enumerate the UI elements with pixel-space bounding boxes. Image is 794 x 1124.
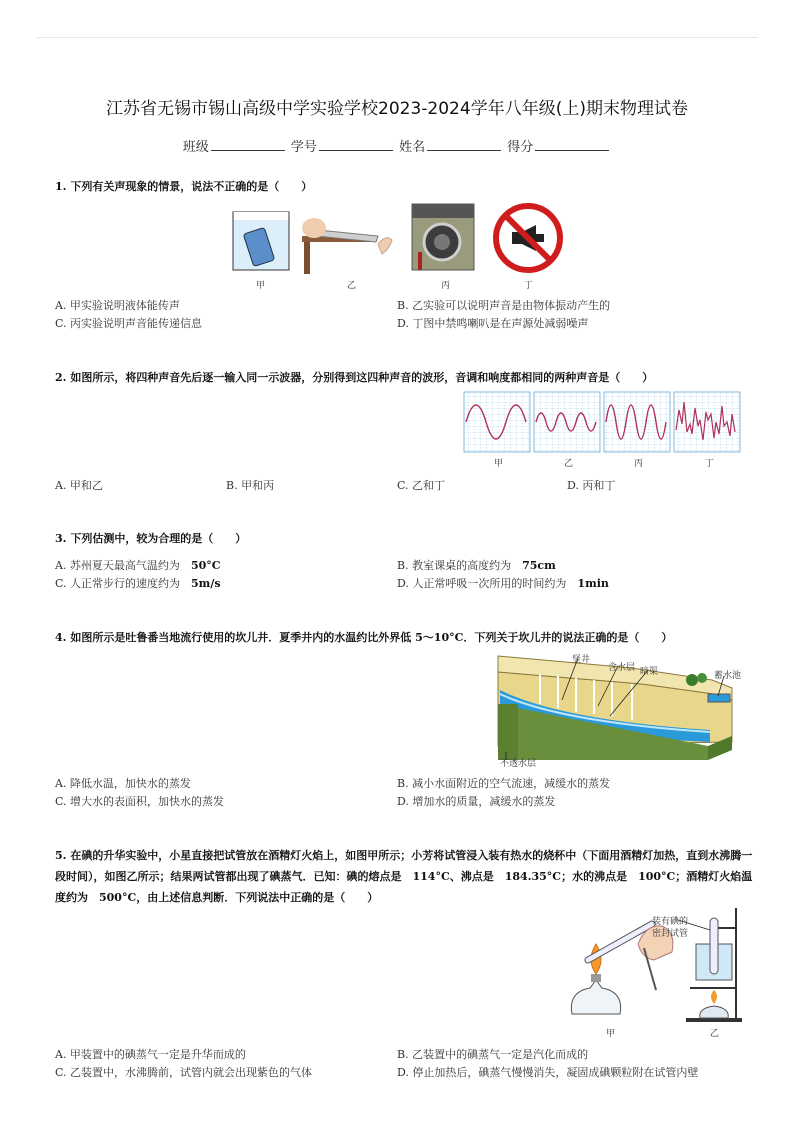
speaker-device-figure	[412, 204, 474, 270]
score-label: 得分	[507, 140, 534, 155]
waveform-ding	[674, 392, 740, 452]
q4-stem: 4. 如图所示是吐鲁番当地流行使用的坎儿井．夏季井内的水温约比外界低 5～10°C．下列关于坎儿井的说法正确的是（ ）	[55, 631, 673, 644]
q1-stem: 1. 下列有关声现象的情景，说法不正确的是（ ）	[55, 180, 313, 193]
q5-stem: 5. 在碘的升华实验中，小星直接把试管放在酒精灯火焰上，如图甲所示；小芳将试管浸入装有热水的烧杯中（下面用酒精灯加热，直到水沸腾一段时间），如图乙所示；结果两试管都出现了碘蒸气．已知：碘的熔点是 114°C、沸点是 184.35°C；水的沸点是 100°C；酒精灯火焰温度约为 500°C，由上述信息判断．下列说法中正确的是（ ）	[55, 849, 753, 904]
q4-option-a[interactable]: A. 降低水温，加快水的蒸发	[55, 777, 191, 790]
oscilloscope-waveforms	[462, 390, 746, 454]
waveform-yi	[534, 392, 600, 452]
q3-option-b-value: 75cm	[522, 559, 556, 572]
q3-option-b[interactable]	[397, 557, 556, 573]
q3-stem: 3. 下列估测中，较为合理的是（ ）	[55, 532, 247, 545]
q4-option-b[interactable]: B. 减小水面附近的空气流速，减缓水的蒸发	[397, 777, 611, 790]
q4-option-d[interactable]: D. 增加水的质量，减缓水的蒸发	[397, 795, 556, 808]
q1-caption-yi: 乙	[347, 281, 357, 291]
q3-option-d-text: D. 人正常呼吸一次所用的时间约为	[397, 577, 567, 590]
waveform-jia	[464, 392, 530, 452]
label-reservoir: 蓄水池	[714, 671, 742, 681]
label-underground-channel: 暗渠	[640, 667, 659, 677]
q5-option-c[interactable]: C. 乙装置中，水沸腾前，试管内就会出现紫色的气体	[55, 1066, 313, 1079]
q3-option-d[interactable]	[397, 575, 609, 591]
number-blank[interactable]	[319, 138, 393, 151]
q1-caption-ding: 丁	[524, 281, 534, 291]
label-sealed-tube-line1: 装有碘的	[652, 917, 689, 927]
q3-option-a-text: A. 苏州夏天最高气温约为	[55, 559, 180, 572]
class-blank[interactable]	[211, 138, 285, 151]
q2-caption-ding: 丁	[705, 459, 715, 469]
q1-caption-bing: 丙	[441, 281, 451, 291]
q1-option-c[interactable]: C. 丙实验说明声音能传递信息	[55, 317, 203, 330]
class-label: 班级	[182, 140, 209, 155]
q3-option-c-text: C. 人正常步行的速度约为	[55, 577, 181, 590]
label-aquifer: 含水层	[608, 663, 636, 673]
waveform-bing	[604, 392, 670, 452]
page-title: 江苏省无锡市锡山高级中学实验学校2023-2024学年八年级(上)期末物理试卷	[106, 99, 688, 119]
label-impermeable-layer: 不透水层	[500, 759, 537, 769]
q1-caption-jia: 甲	[256, 281, 266, 291]
ruler-table-figure	[302, 218, 392, 274]
q2-option-a[interactable]: A. 甲和乙	[55, 479, 103, 492]
no-horn-sign-icon	[496, 206, 560, 270]
q3-option-a[interactable]	[55, 557, 221, 573]
q2-option-c[interactable]: C. 乙和丁	[397, 479, 446, 492]
q2-caption-yi: 乙	[564, 459, 574, 469]
beaker-phone-figure	[233, 212, 289, 270]
q2-option-d[interactable]: D. 丙和丁	[567, 479, 616, 492]
label-sealed-tube-line2: 密封试管	[652, 929, 689, 939]
q1-option-a[interactable]: A. 甲实验说明液体能传声	[55, 299, 180, 312]
q3-option-b-text: B. 教室课桌的高度约为	[397, 559, 512, 572]
q2-option-b[interactable]: B. 甲和丙	[226, 479, 275, 492]
q3-option-a-value: 50°C	[190, 559, 221, 572]
number-label: 学号	[290, 140, 317, 155]
q2-stem: 2. 如图所示，将四种声音先后逐一输入同一示波器，分别得到这四种声音的波形，音调和响度都相同的两种声音是（ ）	[55, 371, 654, 384]
q2-caption-jia: 甲	[494, 459, 504, 469]
q3-option-c[interactable]	[55, 575, 221, 591]
name-blank[interactable]	[427, 138, 501, 151]
q1-figures	[228, 200, 568, 278]
q3-option-d-value: 1min	[577, 577, 609, 590]
q5-caption-jia: 甲	[606, 1029, 616, 1039]
top-rule	[36, 37, 758, 38]
label-vertical-well: 竖井	[572, 655, 591, 665]
student-info-line	[0, 136, 794, 155]
q5-option-a[interactable]: A. 甲装置中的碘蒸气一定是升华而成的	[55, 1048, 246, 1061]
q4-option-c[interactable]: C. 增大水的表面积，加快水的蒸发	[55, 795, 225, 808]
q1-option-b[interactable]: B. 乙实验可以说明声音是由物体振动产生的	[397, 299, 611, 312]
score-blank[interactable]	[535, 138, 609, 151]
name-label: 姓名	[399, 140, 426, 155]
q5-option-b[interactable]: B. 乙装置中的碘蒸气一定是汽化而成的	[397, 1048, 589, 1061]
q5-option-d[interactable]: D. 停止加热后，碘蒸气慢慢消失，凝固成碘颗粒附在试管内壁	[397, 1066, 699, 1079]
q5-caption-yi: 乙	[710, 1029, 720, 1039]
q2-caption-bing: 丙	[634, 459, 644, 469]
q3-option-c-value: 5m/s	[191, 577, 221, 590]
q1-option-d[interactable]: D. 丁图中禁鸣喇叭是在声源处减弱噪声	[397, 317, 589, 330]
